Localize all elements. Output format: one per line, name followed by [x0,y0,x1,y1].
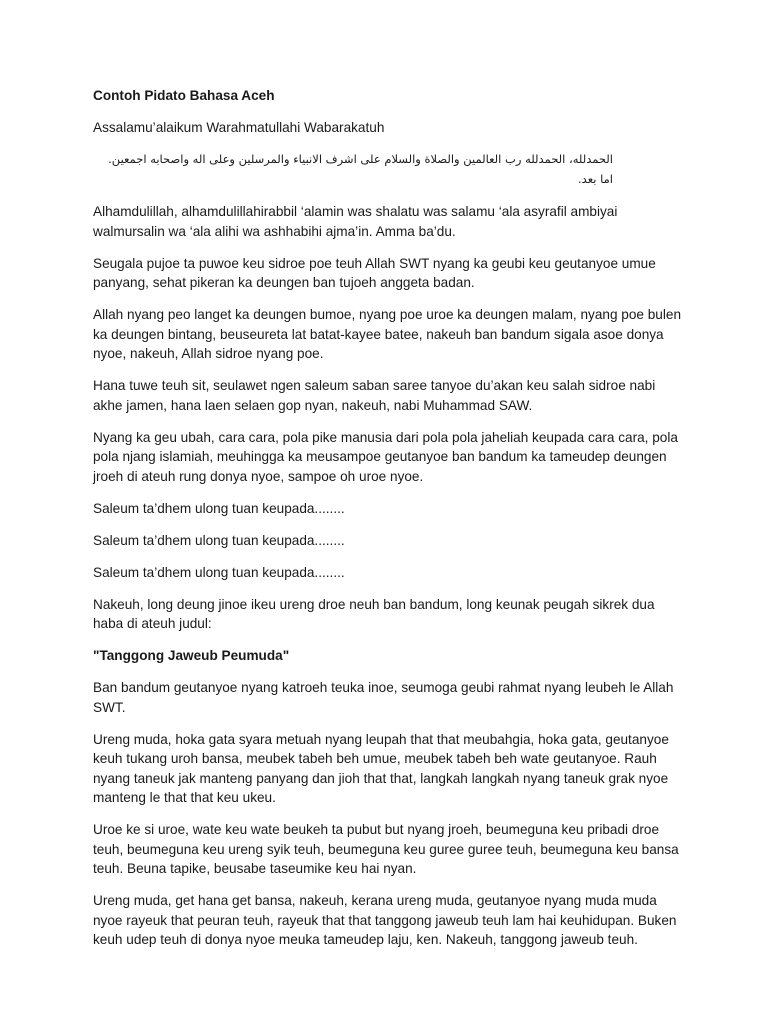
document-body [93,86,683,962]
salutation-line: Saleum ta’dhem ulong tuan keupada........ [93,532,345,548]
paragraph: Ureng muda, get hana get bansa, nakeuh, kerana ureng muda, geutanyoe nyang muda muda nyoe rayeuk that peuran teuh, rayeuk that that tanggong jaweub teuh lam hai keuhidupan. Buken keuh udep teuh di donya nyoe meuka tameudep laju, ken. Nakeuh, tanggong jaweub teuh. [93,893,677,947]
paragraph: Uroe ke si uroe, wate keu wate beukeh ta pubut but nyang jroeh, beumeguna keu pribadi droe teuh, beumeguna keu ureng syik teuh, beumeguna keu guree guree teuh, beumeguna keu bansa teuh. Beuna tapike, beusabe taseumike keu hai nyan. [93,822,679,876]
paragraph: Ban bandum geutanyoe nyang katroeh teuka inoe, seumoga geubi rahmat nyang leubeh le Allah SWT. [93,680,674,715]
document-title: Contoh Pidato Bahasa Aceh [93,88,275,103]
salutation-line: Saleum ta’dhem ulong tuan keupada........ [93,564,345,580]
paragraph: Hana tuwe teuh sit, seulawet ngen saleum saban saree tanyoe du’akan keu salah sidroe nabi akhe jamen, hana laen selaen gop nyan, nakeuh, nabi Muhammad SAW. [93,378,656,413]
paragraph: Ureng muda, hoka gata syara metuah nyang leupah that that meubahgia, hoka gata, geutanyoe keuh tukang uroh bansa, meubek tabeh beh umue, meubek tabeh beh wate geutanyoe. Rauh nyang taneuk jak manteng panyang dan jioh that that, langkah langkah nyang taneuk grak nyoe manteng le that that keu ukeu. [93,731,669,805]
paragraph: Seugala pujoe ta puwoe keu sidroe poe teuh Allah SWT nyang ka geubi keu geutanyoe umue panyang, sehat pikeran ka deungen ban tujoeh anggeta badan. [93,255,656,290]
paragraph: Nakeuh, long deung jinoe ikeu ureng droe neuh ban bandum, long keunak peugah sikrek dua haba di ateuh judul: [93,596,655,631]
paragraph: Allah nyang peo langet ka deungen bumoe, nyang poe uroe ka deungen malam, nyang poe bulen ka deungen bintang, beuseureta lat batat-kayee batee, nakeuh ban bandum sigala asoe donya nyoe, nakeuh, Allah sidroe nyang poe. [93,307,682,361]
paragraph: Alhamdulillah, alhamdulillahirabbil ‘alamin was shalatu was salamu ‘ala asyrafil ambiyai walmursalin wa ‘ala alihi wa ashhabihi ajma’in. Amma ba’du. [93,204,618,239]
greeting: Assalamu’alaikum Warahmatullahi Wabarakatuh [93,120,385,135]
paragraph: Nyang ka geu ubah, cara cara, pola pike manusia dari pola pola jaheliah keupada cara cara, pola pola njang islamiah, meuhingga ka meusampoe geutanyoe ban bandum ka tameudep deungen jroeh di ateuh rung donya nyoe, sampoe oh uroe nyoe. [93,429,678,484]
arabic-opening: الحمدلله، الحمدلله رب العالمين والصلاة والسلام على اشرف الانبياء والمرسلين وعلى اله واصحابه اجمعين. اما بعد. [108,152,613,186]
salutation-line: Saleum ta’dhem ulong tuan keupada........ [93,500,345,516]
speech-topic: "Tanggong Jaweub Peumuda" [93,648,290,663]
